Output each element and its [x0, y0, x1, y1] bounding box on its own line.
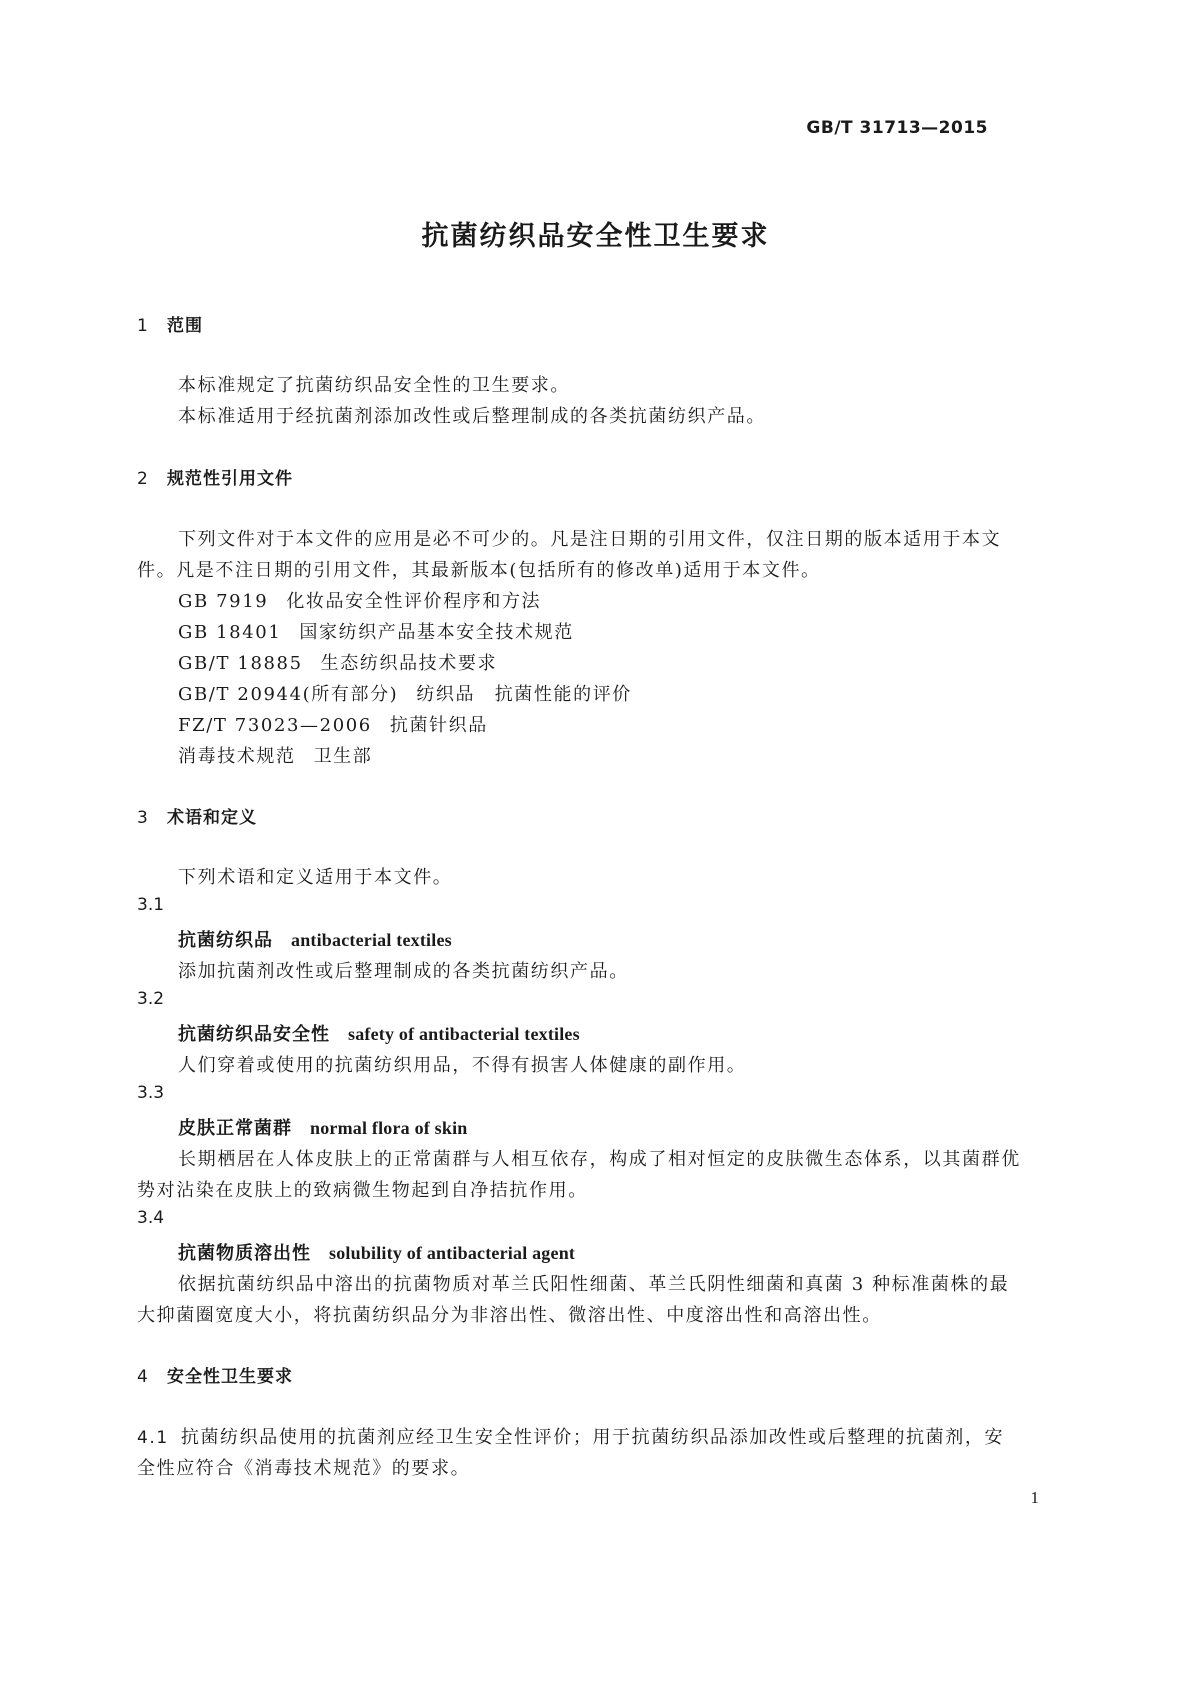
term-heading	[178, 926, 452, 952]
term-number: 3.4	[137, 1208, 165, 1228]
paragraph: 下列术语和定义适用于本文件。	[178, 867, 453, 888]
normative-reference	[178, 680, 632, 706]
section-1-heading	[137, 311, 203, 336]
reference-title: 抗菌针织品	[389, 715, 488, 736]
section-number: 3	[137, 808, 149, 828]
normative-reference	[178, 742, 372, 768]
reference-title: 化妆品安全性评价程序和方法	[286, 591, 542, 612]
reference-title: 国家纺织产品基本安全技术规范	[299, 622, 574, 643]
term-chinese: 抗菌物质溶出性	[178, 1243, 311, 1264]
reference-title: 卫生部	[313, 746, 373, 767]
term-definition: 势对沾染在皮肤上的致病微生物起到自净拮抗作用。	[137, 1180, 588, 1201]
term-chinese: 皮肤正常菌群	[178, 1118, 292, 1139]
term-definition: 长期栖居在人体皮肤上的正常菌群与人相互依存，构成了相对恒定的皮肤微生态体系，以其菌群优	[178, 1149, 1021, 1170]
clause-text: 抗菌纺织品使用的抗菌剂应经卫生安全性评价；用于抗菌纺织品添加改性或后整理的抗菌剂，安	[180, 1427, 1005, 1448]
section-number: 1	[137, 316, 149, 336]
term-definition: 人们穿着或使用的抗菌纺织用品，不得有损害人体健康的副作用。	[178, 1055, 747, 1076]
term-chinese: 抗菌纺织品	[178, 930, 273, 951]
reference-code: GB/T 18885	[178, 653, 303, 674]
term-number: 3.2	[137, 989, 165, 1009]
section-2-heading	[137, 464, 293, 489]
clause-number: 4.1	[137, 1428, 169, 1448]
reference-code: 消毒技术规范	[178, 746, 296, 767]
clause-4-1	[137, 1423, 1004, 1449]
reference-code: GB/T 20944(所有部分)	[178, 684, 399, 705]
standard-code: GB/T 31713—2015	[806, 118, 988, 138]
reference-title: 纺织品 抗菌性能的评价	[416, 684, 632, 705]
document-title: 抗菌纺织品安全性卫生要求	[421, 221, 770, 252]
section-number: 2	[137, 469, 149, 489]
term-number: 3.1	[137, 895, 165, 915]
normative-reference	[178, 649, 497, 675]
term-heading	[178, 1114, 468, 1140]
section-title: 范围	[167, 316, 203, 336]
term-chinese: 抗菌纺织品安全性	[178, 1024, 330, 1045]
paragraph: 本标准适用于经抗菌剂添加改性或后整理制成的各类抗菌纺织产品。	[178, 406, 766, 427]
paragraph: 下列文件对于本文件的应用是必不可少的。凡是注日期的引用文件，仅注日期的版本适用于本文	[178, 529, 1002, 550]
section-title: 规范性引用文件	[167, 469, 293, 489]
term-english: antibacterial textiles	[291, 930, 452, 950]
section-number: 4	[137, 1367, 149, 1387]
term-number: 3.3	[137, 1083, 165, 1103]
normative-reference	[178, 618, 574, 644]
section-title: 术语和定义	[167, 808, 257, 828]
section-4-heading	[137, 1362, 293, 1387]
reference-code: FZ/T 73023—2006	[178, 715, 372, 736]
term-definition: 添加抗菌剂改性或后整理制成的各类抗菌纺织产品。	[178, 961, 629, 982]
reference-title: 生态纺织品技术要求	[320, 653, 498, 674]
paragraph: 件。凡是不注日期的引用文件，其最新版本(包括所有的修改单)适用于本文件。	[137, 560, 821, 581]
term-definition: 依据抗菌纺织品中溶出的抗菌物质对革兰氏阳性细菌、革兰氏阴性细菌和真菌 3 种标准菌株的最	[178, 1274, 1010, 1295]
clause-text-continued: 全性应符合《消毒技术规范》的要求。	[137, 1458, 471, 1479]
normative-reference	[178, 711, 488, 737]
term-heading	[178, 1020, 580, 1046]
term-english: solubility of antibacterial agent	[329, 1243, 576, 1263]
section-3-heading	[137, 803, 257, 828]
reference-code: GB 18401	[178, 622, 282, 643]
page-number: 1	[1030, 1488, 1039, 1507]
normative-reference	[178, 587, 541, 613]
reference-code: GB 7919	[178, 591, 269, 612]
term-heading	[178, 1239, 575, 1265]
term-definition: 大抑菌圈宽度大小，将抗菌纺织品分为非溶出性、微溶出性、中度溶出性和高溶出性。	[137, 1305, 882, 1326]
section-title: 安全性卫生要求	[167, 1367, 293, 1387]
paragraph: 本标准规定了抗菌纺织品安全性的卫生要求。	[178, 375, 570, 396]
term-english: safety of antibacterial textiles	[348, 1024, 580, 1044]
term-english: normal flora of skin	[310, 1118, 468, 1138]
